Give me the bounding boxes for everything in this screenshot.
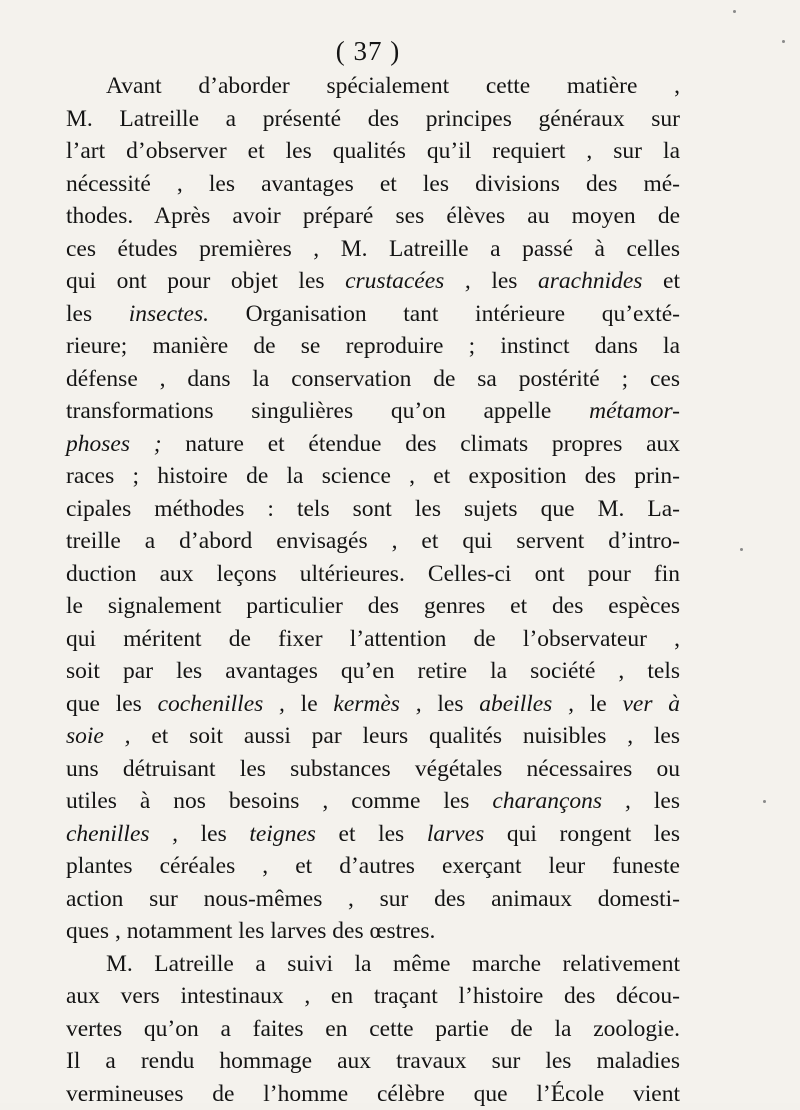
body-text: [66, 70, 680, 1110]
text-run: défense , dans la conservation de sa postérité ; ces: [66, 366, 680, 392]
text-run: et soit aussi par leurs qualités nuisibles , les: [131, 723, 680, 749]
print-speck: [733, 10, 736, 13]
italic-term: teignes: [249, 821, 316, 847]
text-line: [66, 200, 680, 233]
text-line: [66, 168, 680, 201]
text-line: [66, 753, 680, 786]
italic-term: phoses ;: [66, 431, 162, 457]
text-run: rieure; manière de se reproduire ; instinct dans la: [66, 333, 680, 359]
text-line: [66, 233, 680, 266]
text-run: duction aux leçons ultérieures. Celles-ci ont pour fin: [66, 561, 680, 587]
italic-term: crustacées ,: [345, 268, 471, 294]
text-run: M. Latreille a présenté des principes généraux sur: [66, 106, 680, 132]
text-run: cipales méthodes : tels sont les sujets que M. La-: [66, 496, 680, 522]
text-line: [66, 850, 680, 883]
text-run: M. Latreille a suivi la même marche relativement: [106, 951, 680, 977]
text-line: [66, 135, 680, 168]
text-line: [66, 265, 680, 298]
italic-term: charançons ,: [492, 788, 631, 814]
text-run: que les: [66, 691, 158, 717]
italic-term: cochenilles ,: [158, 691, 285, 717]
text-run: Il a rendu hommage aux travaux sur les maladies: [66, 1048, 680, 1074]
text-line: [66, 1045, 680, 1078]
text-line: [66, 590, 680, 623]
text-run: aux vers intestinaux , en traçant l’histoire des décou-: [66, 983, 680, 1009]
text-run: ces études premières , M. Latreille a passé à celles: [66, 236, 680, 262]
print-speck: [740, 548, 743, 551]
text-run: les: [66, 301, 129, 327]
text-line: [66, 688, 680, 721]
text-line: [66, 655, 680, 688]
text-line: [66, 623, 680, 656]
text-run: soit par les avantages qu’en retire la société , tels: [66, 658, 680, 684]
text-run: et: [642, 268, 680, 294]
text-run: les: [471, 268, 538, 294]
text-line: [66, 428, 680, 461]
text-run: races ; histoire de la science , et exposition des prin-: [66, 463, 680, 489]
text-run: nature et étendue des climats propres aux: [162, 431, 680, 457]
italic-term: abeilles ,: [479, 691, 574, 717]
text-run: et les: [316, 821, 427, 847]
italic-term: insectes.: [129, 301, 209, 327]
text-run: Organisation tant intérieure qu’exté-: [209, 301, 680, 327]
text-line: [66, 785, 680, 818]
text-run: utiles à nos besoins , comme les: [66, 788, 492, 814]
text-line: [66, 525, 680, 558]
text-line: [66, 558, 680, 591]
text-run: plantes céréales , et d’autres exerçant leur funeste: [66, 853, 680, 879]
text-run: action sur nous-mêmes , sur des animaux domesti-: [66, 886, 680, 912]
text-line: [66, 330, 680, 363]
text-line: [66, 980, 680, 1013]
text-run: les: [178, 821, 249, 847]
text-line: [66, 103, 680, 136]
text-run: uns détruisant les substances végétales nécessaires ou: [66, 756, 680, 782]
italic-term: larves: [427, 821, 484, 847]
text-line: [66, 460, 680, 493]
text-run: le: [574, 691, 622, 717]
italic-term: métamor-: [589, 398, 680, 424]
text-line: [66, 70, 680, 103]
text-run: ques , notamment les larves des œstres.: [66, 918, 435, 944]
text-run: l’art d’observer et les qualités qu’il requiert , sur la: [66, 138, 680, 164]
page-number: ( 37 ): [0, 36, 736, 67]
text-run: qui rongent les: [484, 821, 680, 847]
text-run: nécessité , les avantages et les divisions des mé-: [66, 171, 680, 197]
text-run: qui ont pour objet les: [66, 268, 345, 294]
text-run: qui méritent de fixer l’attention de l’observateur ,: [66, 626, 680, 652]
print-speck: [782, 40, 785, 43]
text-line: [66, 298, 680, 331]
text-line: [66, 363, 680, 396]
text-line: [66, 493, 680, 526]
italic-term: chenilles ,: [66, 821, 178, 847]
text-run: thodes. Après avoir préparé ses élèves au moyen de: [66, 203, 680, 229]
text-run: treille a d’abord envisagés , et qui servent d’intro-: [66, 528, 680, 554]
italic-term: soie ,: [66, 723, 131, 749]
text-run: les: [631, 788, 680, 814]
print-speck: [763, 800, 766, 803]
italic-term: ver à: [622, 691, 680, 717]
italic-term: arachnides: [538, 268, 642, 294]
text-run: Avant d’aborder spécialement cette matière ,: [106, 73, 680, 99]
text-line: [66, 720, 680, 753]
text-line: [66, 915, 680, 948]
text-line: [66, 948, 680, 981]
text-run: le signalement particulier des genres et des espèces: [66, 593, 680, 619]
italic-term: kermès ,: [333, 691, 421, 717]
text-line: [66, 1078, 680, 1110]
text-line: [66, 1013, 680, 1046]
text-run: les: [422, 691, 480, 717]
text-line: [66, 395, 680, 428]
text-run: le: [285, 691, 333, 717]
text-run: vertes qu’on a faites en cette partie de la zoologie.: [66, 1016, 680, 1042]
text-run: vermineuses de l’homme célèbre que l’École vient: [66, 1081, 680, 1107]
text-run: transformations singulières qu’on appelle: [66, 398, 589, 424]
text-line: [66, 818, 680, 851]
text-line: [66, 883, 680, 916]
